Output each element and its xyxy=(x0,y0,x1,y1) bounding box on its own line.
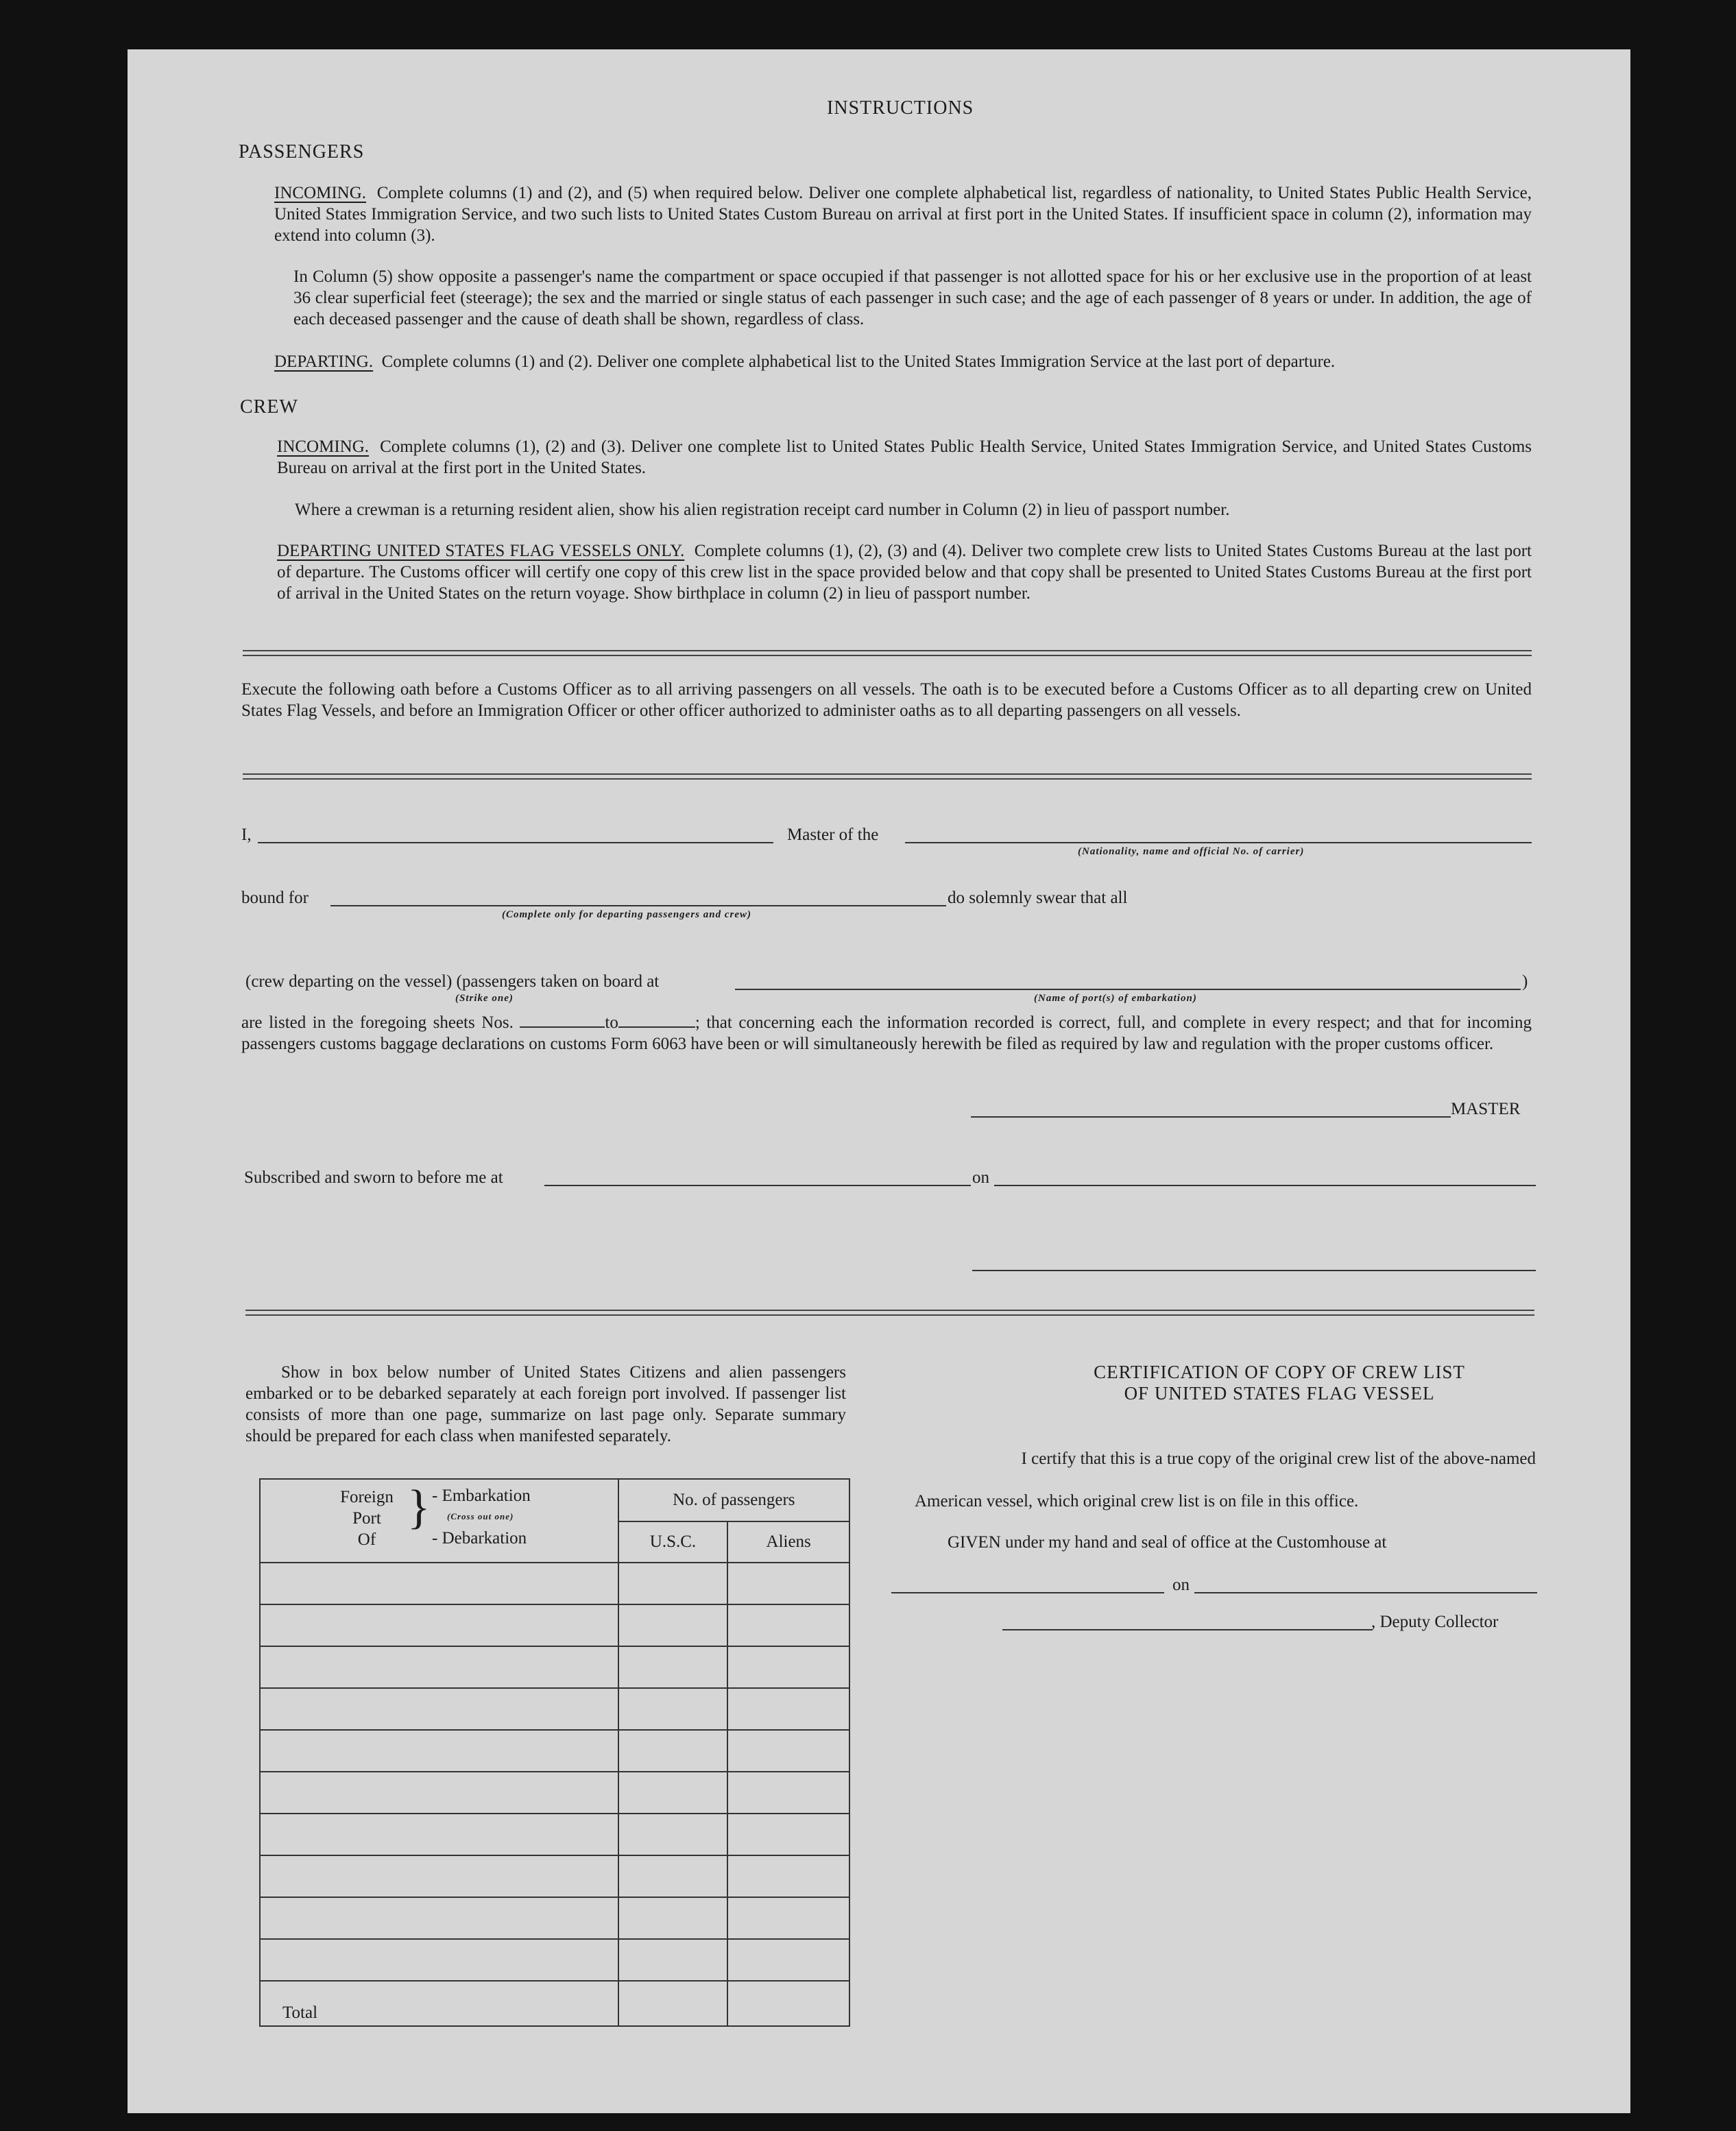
table-row xyxy=(260,1855,849,1897)
total-row xyxy=(260,1981,849,2026)
crew-heading: CREW xyxy=(240,396,298,418)
usc-cell[interactable] xyxy=(618,1604,728,1646)
certify-line1: I certify that this is a true copy of the original crew list of the above-named xyxy=(1021,1449,1536,1468)
deputy-collector-signature-field[interactable] xyxy=(1002,1629,1373,1630)
deputy-collector-label: , Deputy Collector xyxy=(1371,1613,1499,1631)
passengers-incoming-paragraph xyxy=(274,182,1532,246)
passenger-summary-table xyxy=(259,1478,850,2027)
brace-icon: } xyxy=(407,1481,431,1534)
port-cell[interactable] xyxy=(260,1646,618,1688)
to-label: to xyxy=(605,1013,618,1032)
oath-intro: Execute the following oath before a Customs Officer as to all arriving passengers on all vessels. The oath is to be executed before a Customs Officer as to all departing crew on United States Flag Vessels, and before an Immigration Officer or other officer authorized to administer oaths as to all departing passengers on all vessels. xyxy=(241,680,1532,720)
usc-cell[interactable] xyxy=(618,1646,728,1688)
passengers-incoming-text: Complete columns (1) and (2), and (5) when required below. Deliver one complete alphabetical list, regardless of nationality, to United States Public Health Service, United States Immigration Service, and two such lists to United States Custom Bureau on arrival at first port in the United States. If insufficient space in column (2), information may extend into column (3). xyxy=(274,184,1532,245)
usc-cell[interactable] xyxy=(618,1897,728,1939)
column5-paragraph: In Column (5) show opposite a passenger's name the compartment or space occupied if that passenger is not allotted space for his or her exclusive use in the proportion of at least 36 clear superficial feet (steerage); the sex and the married or single status of each passenger in such case; and the age of each passenger of 8 years or under. In addition, the age of each deceased passenger and the cause of death shall be shown, regardless of class. xyxy=(293,267,1532,328)
usc-cell[interactable] xyxy=(618,1563,728,1604)
crew-departing-label: DEPARTING UNITED STATES FLAG VESSELS ONLY. xyxy=(277,542,685,560)
listed-prefix: are listed in the foregoing sheets Nos. xyxy=(241,1013,514,1032)
port-cell[interactable] xyxy=(260,1730,618,1772)
table-row xyxy=(260,1730,849,1772)
certification-title-line1: CERTIFICATION OF COPY OF CREW LIST xyxy=(1094,1362,1465,1382)
usc-cell[interactable] xyxy=(618,1814,728,1855)
usc-header: U.S.C. xyxy=(618,1521,728,1563)
usc-cell[interactable] xyxy=(618,1855,728,1897)
close-paren: ) xyxy=(1522,972,1528,991)
customhouse-field[interactable] xyxy=(891,1592,1164,1593)
sworn-date-field[interactable] xyxy=(994,1185,1536,1186)
port-cell[interactable] xyxy=(260,1604,618,1646)
aliens-cell[interactable] xyxy=(727,1688,849,1730)
usc-cell[interactable] xyxy=(618,1688,728,1730)
aliens-total-cell[interactable] xyxy=(727,1981,849,2026)
subscribed-label: Subscribed and sworn to before me at xyxy=(244,1168,503,1187)
cross-out-caption: (Cross out one) xyxy=(447,1511,514,1521)
section-divider xyxy=(245,1310,1534,1316)
port-cell[interactable] xyxy=(260,1855,618,1897)
aliens-cell[interactable] xyxy=(727,1646,849,1688)
strike-options-label: (crew departing on the vessel) (passengers taken on board at xyxy=(245,972,660,991)
passengers-incoming-label: INCOMING. xyxy=(274,184,367,202)
table-row xyxy=(260,1688,849,1730)
strike-one-caption: (Strike one) xyxy=(455,993,514,1004)
complete-only-caption: (Complete only for departing passengers and crew) xyxy=(502,909,751,920)
crew-departing-paragraph xyxy=(277,540,1532,604)
bound-for-label: bound for xyxy=(241,889,309,907)
given-text: GIVEN under my hand and seal of office at the Customhouse at xyxy=(948,1533,1387,1552)
aliens-cell[interactable] xyxy=(727,1855,849,1897)
port-cell[interactable] xyxy=(260,1563,618,1604)
aliens-cell[interactable] xyxy=(727,1730,849,1772)
crew-departing-text: Complete columns (1), (2), (3) and (4). Deliver two complete crew lists to United States Customs Bureau at the last port of departure. The Customs officer will certify one copy of this crew list in the space provided below and that copy shall be presented to United States Customs Bureau at the first port of arrival in the United States on the return voyage. Show birthplace in column (2) in lieu of passport number. xyxy=(277,542,1532,603)
certify-line2: American vessel, which original crew list is on file in this office. xyxy=(915,1492,1359,1510)
oath-i-label: I, xyxy=(241,826,252,844)
port-cell[interactable] xyxy=(260,1939,618,1981)
port-cell[interactable] xyxy=(260,1814,618,1855)
of-label: Of xyxy=(357,1530,376,1549)
solemnly-swear-label: do solemnly swear that all xyxy=(948,889,1128,907)
foreign-label: Foreign xyxy=(340,1488,394,1506)
port-column-header xyxy=(260,1479,618,1563)
aliens-cell[interactable] xyxy=(727,1604,849,1646)
certification-title-line2: OF UNITED STATES FLAG VESSEL xyxy=(1124,1383,1435,1404)
table-row xyxy=(260,1563,849,1604)
sworn-on-label: on xyxy=(972,1168,989,1187)
master-signature-field[interactable] xyxy=(971,1116,1451,1118)
aliens-cell[interactable] xyxy=(727,1563,849,1604)
table-row xyxy=(260,1604,849,1646)
total-label: Total xyxy=(260,1981,618,2026)
aliens-header: Aliens xyxy=(727,1521,849,1563)
usc-cell[interactable] xyxy=(618,1939,728,1981)
debarkation-label: - Debarkation xyxy=(432,1529,527,1548)
aliens-cell[interactable] xyxy=(727,1814,849,1855)
sworn-place-field[interactable] xyxy=(544,1185,971,1186)
port-cell[interactable] xyxy=(260,1772,618,1814)
sheet-to-field[interactable] xyxy=(618,1014,695,1028)
crew-incoming-paragraph xyxy=(277,436,1532,479)
table-row xyxy=(260,1814,849,1855)
crew-incoming-text: Complete columns (1), (2) and (3). Deliver one complete list to United States Public Health Service, United States Immigration Service, and United States Customs Bureau on arrival at the first port in the United States. xyxy=(277,437,1532,477)
section-divider xyxy=(243,650,1532,656)
usc-cell[interactable] xyxy=(618,1730,728,1772)
instructions-title: INSTRUCTIONS xyxy=(827,97,974,119)
form-page xyxy=(128,49,1630,2113)
certification-title xyxy=(950,1362,1608,1404)
port-cell[interactable] xyxy=(260,1688,618,1730)
table-row xyxy=(260,1939,849,1981)
listed-text: ; that concerning each the information recorded is correct, full, and complete in every respect; and that for incoming passengers customs baggage declarations on customs Form 6063 have been or will simultaneously herewith be filed as required by law and regulation with the proper customs officer. xyxy=(241,1013,1532,1053)
table-row xyxy=(260,1772,849,1814)
passengers-departing-text: Complete columns (1) and (2). Deliver one complete alphabetical list to the United States Immigration Service at the last port of departure. xyxy=(381,352,1336,371)
table-row xyxy=(260,1897,849,1939)
port-label: Port xyxy=(352,1509,381,1528)
passengers-departing-label: DEPARTING. xyxy=(274,352,374,371)
section-divider xyxy=(243,773,1532,780)
aliens-cell[interactable] xyxy=(727,1939,849,1981)
embarkation-label: - Embarkation xyxy=(432,1486,531,1505)
passengers-departing-paragraph xyxy=(274,351,1532,372)
ports-caption: (Name of port(s) of embarkation) xyxy=(1034,993,1197,1004)
master-of-the-label: Master of the xyxy=(787,826,879,844)
oath-statement xyxy=(241,1012,1532,1055)
master-name-field[interactable] xyxy=(258,842,773,843)
summary-instructions: Show in box below number of United States Citizens and alien passengers embarked or to be debarked separately at each foreign port involved. If passenger list consists of more than one page, summarize on last page only. Separate summary should be prepared for each class when manifested separately. xyxy=(245,1363,846,1445)
aliens-cell[interactable] xyxy=(727,1897,849,1939)
port-cell[interactable] xyxy=(260,1897,618,1939)
sheet-from-field[interactable] xyxy=(520,1014,605,1028)
passengers-heading: PASSENGERS xyxy=(239,141,365,162)
certification-date-field[interactable] xyxy=(1194,1592,1537,1593)
master-label: MASTER xyxy=(1451,1100,1521,1118)
carrier-field[interactable] xyxy=(905,842,1532,843)
officer-signature-field[interactable] xyxy=(972,1270,1536,1271)
crewman-paragraph: Where a crewman is a returning resident alien, show his alien registration receipt card number in Column (2) in lieu of passport number. xyxy=(295,501,1230,519)
nationality-caption: (Nationality, name and official No. of carrier) xyxy=(1078,846,1305,857)
embarkation-ports-field[interactable] xyxy=(735,989,1521,990)
bound-for-field[interactable] xyxy=(330,905,946,906)
usc-total-cell[interactable] xyxy=(618,1981,728,2026)
table-row xyxy=(260,1646,849,1688)
no-passengers-header: No. of passengers xyxy=(618,1479,849,1521)
crew-incoming-label: INCOMING. xyxy=(277,437,370,456)
certification-on-label: on xyxy=(1172,1576,1190,1594)
aliens-cell[interactable] xyxy=(727,1772,849,1814)
usc-cell[interactable] xyxy=(618,1772,728,1814)
